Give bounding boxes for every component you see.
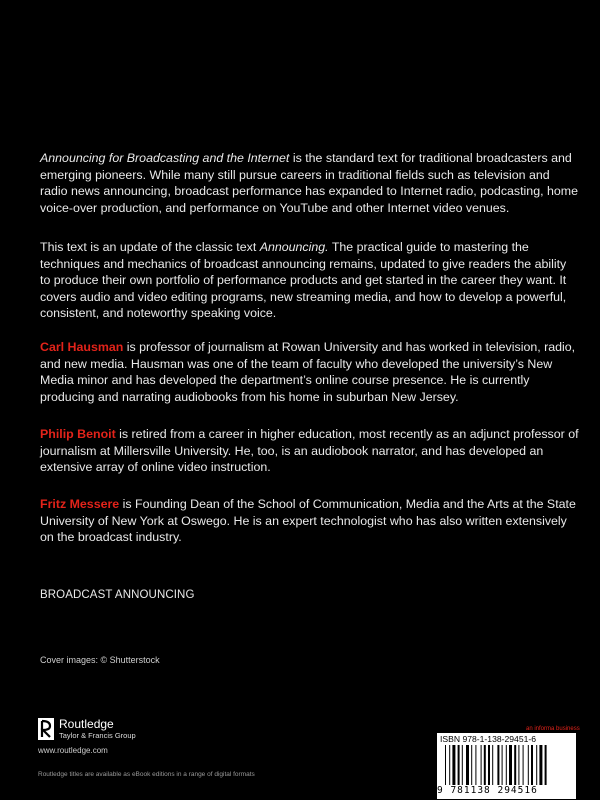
author-bio xyxy=(40,496,580,546)
barcode-bar xyxy=(475,745,476,785)
routledge-logo-icon xyxy=(38,718,54,740)
barcode-bar xyxy=(466,745,469,785)
barcode-bar xyxy=(484,745,486,785)
intro-paragraph xyxy=(40,150,580,216)
barcode-bar xyxy=(481,745,482,785)
barcode-bar xyxy=(445,745,446,785)
barcode-bar xyxy=(514,745,516,785)
update-text: The practical guide to mastering the techniques and mechanics of broadcast announcing remains, updated to give readers the ability to produce their own portfolio of performance products and get started in the career they want. It covers audio and video editing programs, new streaming media, and how to develop a powerful, consistent, and noteworthy speaking voice. xyxy=(40,240,567,320)
barcode-bar xyxy=(509,745,512,785)
publisher-name: Routledge xyxy=(59,717,114,731)
author-bio-text: is retired from a career in higher education, most recently as an adjunct professor of journalism at Millersville University. He, too, is an audiobook narrator, and has developed an extensive array of online video instruction. xyxy=(40,427,579,474)
barcode-bar xyxy=(449,745,450,785)
barcode-bar xyxy=(502,745,503,785)
barcode-bar xyxy=(518,745,519,785)
update-start: This text is an update of the classic text xyxy=(40,240,260,254)
barcode-bar xyxy=(452,745,455,785)
barcode-panel xyxy=(437,733,576,799)
barcode-bar xyxy=(528,745,529,785)
barcode-bar xyxy=(531,745,533,785)
barcode-bar xyxy=(458,745,460,785)
author-bio-text: is professor of journalism at Rowan University and has worked in television, radio, and new media. Hausman was one of the team of faculty who developed the university’s New Media minor and has developed the department’s online course presence. He is currently producing and narrating audiobooks from his home in suburban New Jersey. xyxy=(40,340,576,404)
barcode-icon xyxy=(445,745,571,785)
publisher-url: www.routledge.com xyxy=(38,746,108,755)
ebook-note: Routledge titles are available as eBook editions in a range of digital formats xyxy=(38,771,255,778)
barcode-bar xyxy=(539,745,542,785)
intro-text: is the standard text for traditional broadcasters and emerging pioneers. While many still pursue careers in traditional fields such as television and radio news announcing, broadcast performance has expanded to Internet radio, podcasting, home voice-over production, and performance on YouTube and other Internet video venues. xyxy=(40,151,578,215)
barcode-bar xyxy=(488,745,490,785)
author-bio xyxy=(40,426,580,476)
author-name: Philip Benoit xyxy=(40,427,116,441)
update-paragraph xyxy=(40,239,580,322)
barcode-bar xyxy=(506,745,507,785)
informa-imprint: an informa business xyxy=(526,726,580,732)
barcode-number: 9 781138 294516 xyxy=(437,785,538,796)
author-bio xyxy=(40,339,580,405)
author-name: Fritz Messere xyxy=(40,497,120,511)
author-name: Carl Hausman xyxy=(40,340,124,354)
classic-title: Announcing. xyxy=(259,240,329,254)
barcode-bar xyxy=(462,745,463,785)
barcode-bar xyxy=(471,745,472,785)
subject-category: BROADCAST ANNOUNCING xyxy=(40,589,195,601)
cover-credit: Cover images: © Shutterstock xyxy=(40,655,160,665)
isbn-label: ISBN 978-1-138-29451-6 xyxy=(440,734,537,744)
barcode-bar xyxy=(536,745,537,785)
author-bio-text: is Founding Dean of the School of Communication, Media and the Arts at the State University of New York at Oswego. He is an expert technologist who has also written extensively on the broadcast industry. xyxy=(40,497,576,544)
barcode-bar xyxy=(492,745,493,785)
barcode-bar xyxy=(523,745,524,785)
barcode-bar xyxy=(545,745,547,785)
book-title: Announcing for Broadcasting and the Internet xyxy=(40,151,290,165)
barcode-bar xyxy=(497,745,499,785)
publisher-group: Taylor & Francis Group xyxy=(59,731,136,740)
publisher-logo xyxy=(38,718,136,741)
